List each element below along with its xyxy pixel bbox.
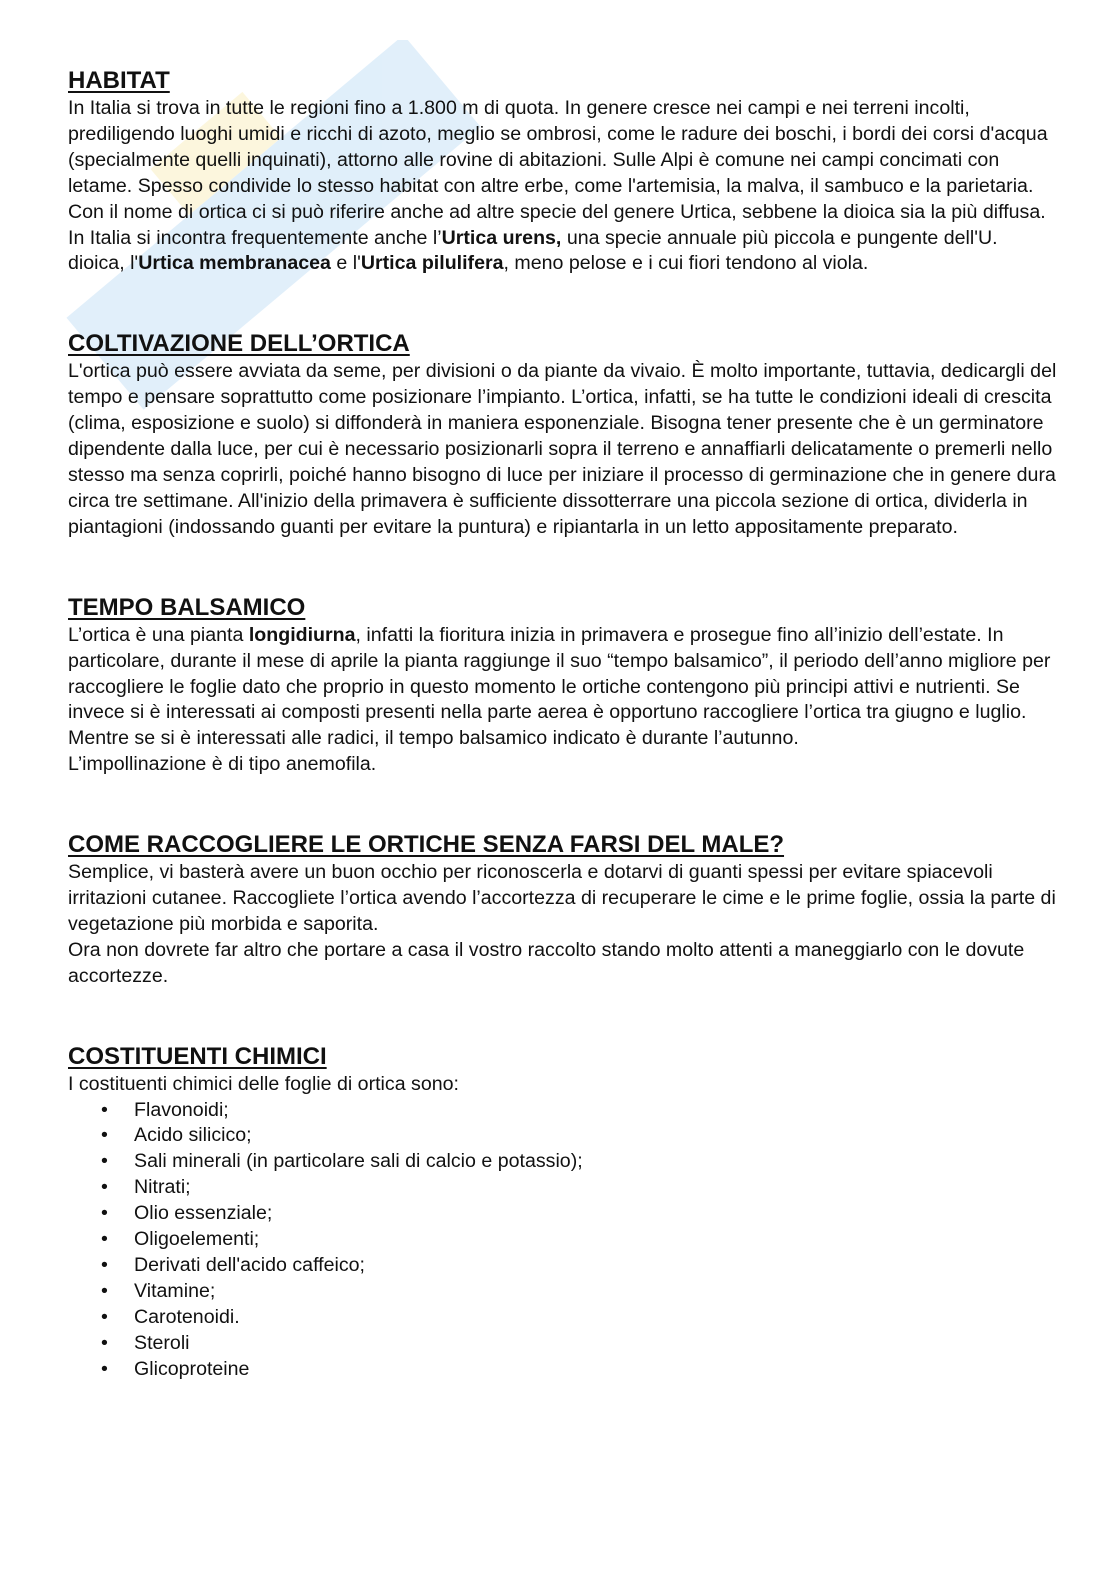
list-item: • Sali minerali (in particolare sali di calcio e potassio); bbox=[68, 1149, 1058, 1175]
list-item: • Glicoproteine bbox=[68, 1357, 1058, 1383]
section-coltivazione bbox=[68, 329, 1058, 540]
paragraph bbox=[68, 96, 1058, 277]
paragraph: Semplice, vi basterà avere un buon occhio per riconoscerla e dotarvi di guanti spessi per evitare spiacevoli irritazioni cutanee. Raccogliete l’ortica avendo l’accortezza di recuperare le cime e le prime foglie, ossia la parte di vegetazione più morbida e saporita. bbox=[68, 861, 1056, 935]
paragraph: I costituenti chimici delle foglie di ortica sono: bbox=[68, 1072, 459, 1095]
bold-term: longidiurna bbox=[248, 623, 356, 646]
bold-term: Urtica urens, bbox=[441, 226, 562, 249]
paragraph: L'ortica può essere avviata da seme, per divisioni o da piante da vivaio. È molto importante, tuttavia, dedicargli del tempo e pensare soprattutto come posizionare l’impianto. L’ortica, infatti, se ha tutte le condizioni ideali di crescita (clima, esposizione e suolo) si diffonderà in maniera esponenziale. Bisogna tener presente che è un germinatore dipendente dalla luce, per cui è necessario posizionarli sopra il terreno e annaffiarli delicatamente o premerli nello stesso ma senza coprirli, poiché hanno bisogno di luce per iniziare il processo di germinazione che in genere dura circa tre settimane. All'inizio della primavera è sufficiente dissotterrare una piccola sezione di ortica, dividerla in piantagioni (indossando guanti per evitare la puntura) e ripiantarla in un letto appositamente preparato. bbox=[68, 360, 1057, 538]
list-item: • Nitrati; bbox=[68, 1175, 1058, 1201]
list-item: • Steroli bbox=[68, 1331, 1058, 1357]
bold-term: Urtica membranacea bbox=[138, 252, 331, 275]
section-heading: COME RACCOGLIERE LE ORTICHE SENZA FARSI DEL MALE? bbox=[68, 831, 785, 859]
list-item: • Acido silicico; bbox=[68, 1123, 1058, 1149]
text: e l' bbox=[330, 252, 361, 275]
bullet-list bbox=[68, 1098, 1058, 1383]
list-item: • Flavonoidi; bbox=[68, 1098, 1058, 1124]
section-tempo-balsamico bbox=[68, 593, 1058, 778]
bold-term: Urtica pilulifera bbox=[360, 252, 504, 275]
section-heading: COSTITUENTI CHIMICI bbox=[68, 1042, 327, 1070]
list-item: • Derivati dell'acido caffeico; bbox=[68, 1253, 1058, 1279]
list-item: • Carotenoidi. bbox=[68, 1305, 1058, 1331]
section-heading: TEMPO BALSAMICO bbox=[68, 593, 306, 621]
section-habitat bbox=[68, 66, 1058, 277]
text: L’ortica è una pianta bbox=[68, 623, 249, 646]
paragraph: Ora non dovrete far altro che portare a casa il vostro raccolto stando molto attenti a maneggiarlo con le dovute accortezze. bbox=[68, 938, 1025, 987]
text: , meno pelose e i cui fiori tendono al viola. bbox=[503, 252, 869, 275]
section-costituenti bbox=[68, 1042, 1058, 1383]
text: In Italia si trova in tutte le regioni fino a 1.800 m di quota. In genere cresce nei campi e nei terreni incolti, prediligendo luoghi umidi e ricchi di azoto, meglio se ombrosi, come le radure dei boschi, i bordi dei corsi d'acqua (specialmente quelli inquinati), attorno alle rovine di abitazioni. Sulle Alpi è comune nei campi concimati con letame. Spesso condivide lo stesso habitat con altre erbe, come l'artemisia, la malva, il sambuco e la parietaria. Con il nome di ortica ci si può riferire anche ad altre specie del genere Urtica, sebbene la dioica sia la più diffusa. In Italia si incontra frequentemente anche l’ bbox=[68, 97, 1048, 249]
text: una specie annuale più piccola e pungente dell'U. dioica, l' bbox=[68, 226, 998, 275]
list-item: • Olio essenziale; bbox=[68, 1201, 1058, 1227]
list-item: • Vitamine; bbox=[68, 1279, 1058, 1305]
list-item: • Oligoelementi; bbox=[68, 1227, 1058, 1253]
section-heading: HABITAT bbox=[68, 67, 170, 94]
text: , infatti la fioritura inizia in primavera e prosegue fino all’inizio dell’estate. In particolare, durante il mese di aprile la pianta raggiunge il suo “tempo balsamico”, il periodo dell’anno migliore per raccogliere le foglie dato che proprio in questo momento le ortiche contengono più principi attivi e nutrienti. Se invece si è interessati ai composti presenti nella parte aerea è opportuno raccogliere l’ortica tra giugno e luglio. Mentre se si è interessati alle radici, il tempo balsamico indicato è durante l’autunno. bbox=[68, 623, 1051, 750]
section-heading: COLTIVAZIONE DELL’ORTICA bbox=[68, 330, 410, 358]
paragraph bbox=[68, 623, 1058, 753]
document-page bbox=[68, 66, 1058, 1435]
paragraph: L’impollinazione è di tipo anemofila. bbox=[68, 753, 377, 776]
section-come-raccogliere bbox=[68, 830, 1058, 990]
